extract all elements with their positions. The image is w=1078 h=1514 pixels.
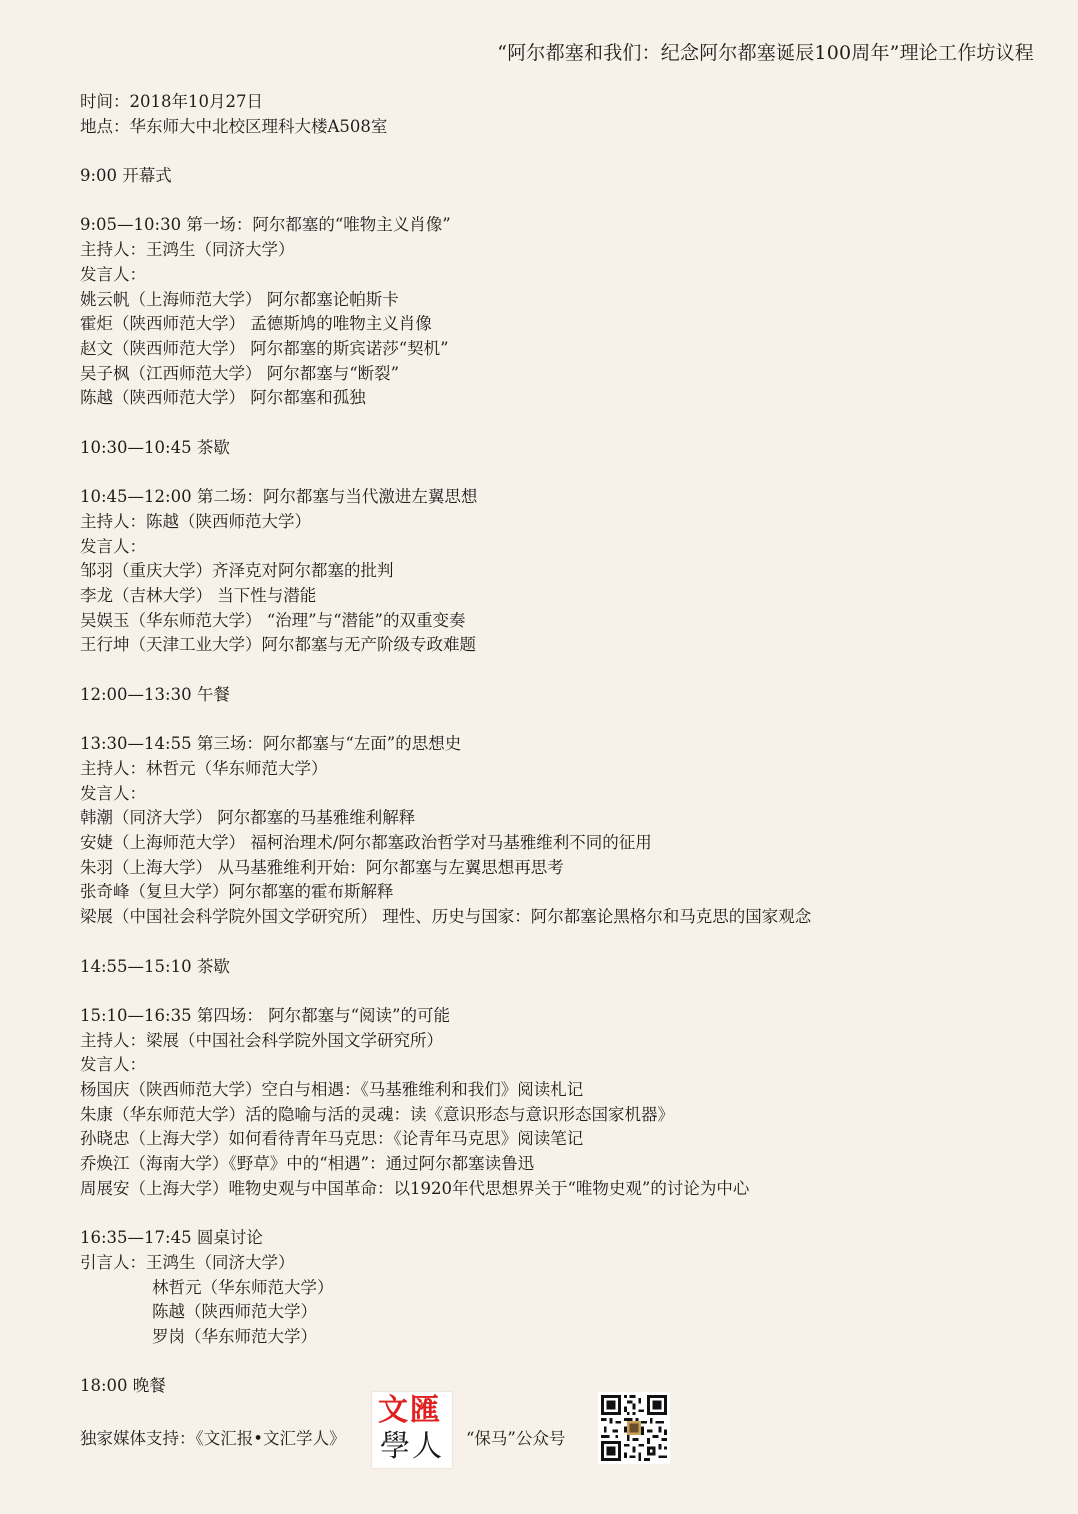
spacer: [80, 930, 1038, 955]
session1-speaker: 姚云帆（上海师范大学） 阿尔都塞论帕斯卡: [80, 289, 399, 309]
session2-title: 10:45—12:00 第二场：阿尔都塞与当代激进左翼思想: [80, 487, 478, 507]
opening-ceremony: 9:00 开幕式: [80, 166, 172, 186]
logo-text-bottom: 學人: [380, 1429, 444, 1464]
session1-title: 9:05—10:30 第一场：阿尔都塞的“唯物主义肖像”: [80, 215, 451, 235]
session2-speaker: 吴娱玉（华东师范大学） “治理”与“潜能”的双重变奏: [80, 610, 466, 630]
wechat-account-label: “保马”公众号: [466, 1429, 566, 1448]
qr-code-graphic: [598, 1392, 670, 1464]
spacer: [80, 411, 1038, 436]
session1-speaker: 霍炬（陕西师范大学） 孟德斯鸠的唯物主义肖像: [80, 314, 432, 334]
logo-text-top: 文匯: [378, 1393, 442, 1428]
spacer: [80, 979, 1038, 1004]
session4-speaker: 周展安（上海大学）唯物史观与中国革命：以1920年代思想界关于“唯物史观”的讨论为中心: [80, 1178, 750, 1198]
session2-speaker: 李龙（吉林大学） 当下性与潜能: [80, 586, 317, 605]
session2-speaker: 邹羽（重庆大学）齐泽克对阿尔都塞的批判: [80, 561, 394, 581]
session3-speaker: 张奇峰（复旦大学）阿尔都塞的霍布斯解释: [80, 882, 394, 902]
session1-host: 主持人：王鸿生（同济大学）: [80, 240, 295, 260]
lunch: 12:00—13:30 午餐: [80, 684, 230, 704]
spacer: [80, 708, 1038, 733]
page-title: “阿尔都塞和我们：纪念阿尔都塞诞辰100周年”理论工作坊议程: [497, 42, 1034, 64]
session2-host: 主持人：陈越（陕西师范大学）: [80, 511, 311, 531]
spacer: [80, 1202, 1038, 1227]
roundtable-introducer: 罗岗（华东师范大学）: [152, 1327, 317, 1347]
session3-speaker: 韩潮（同济大学） 阿尔都塞的马基雅维利解释: [80, 808, 416, 828]
session2-speakers-label: 发言人：: [80, 536, 146, 556]
tea-break-2: 14:55—15:10 茶歇: [80, 956, 230, 976]
spacer: [80, 461, 1038, 486]
roundtable-title: 16:35—17:45 圆桌讨论: [80, 1228, 263, 1248]
dinner: 18:00 晚餐: [80, 1376, 166, 1396]
session2-speaker: 王行坤（天津工业大学）阿尔都塞与无产阶级专政难题: [80, 635, 476, 655]
session3-speakers-label: 发言人：: [80, 783, 146, 803]
spacer: [80, 1350, 1038, 1375]
session3-speaker: 安婕（上海师范大学） 福柯治理术/阿尔都塞政治哲学对马基雅维利不同的征用: [80, 833, 652, 852]
session3-speaker: 朱羽（上海大学） 从马基雅维利开始：阿尔都塞与左翼思想再思考: [80, 857, 564, 877]
session4-speaker: 朱康（华东师范大学）活的隐喻与活的灵魂：读《意识形态与意识形态国家机器》: [80, 1104, 674, 1124]
spacer: [80, 658, 1038, 683]
wenhui-xueren-logo: [372, 1392, 452, 1468]
session1-speaker: 赵文（陕西师范大学） 阿尔都塞的斯宾诺莎“契机”: [80, 339, 449, 358]
session1-speaker: 吴子枫（江西师范大学） 阿尔都塞与“断裂”: [80, 363, 400, 383]
agenda-body: [80, 90, 1038, 1399]
media-support: [80, 1392, 680, 1472]
session4-speaker: 杨国庆（陕西师范大学）空白与相遇：《马基雅维利和我们》阅读札记: [80, 1080, 584, 1099]
qr-code-icon: [598, 1392, 670, 1464]
session4-title: 15:10—16:35 第四场： 阿尔都塞与“阅读”的可能: [80, 1005, 450, 1025]
session4-speakers-label: 发言人：: [80, 1055, 146, 1075]
session3-host: 主持人：林哲元（华东师范大学）: [80, 758, 328, 778]
session3-speaker: 梁展（中国社会科学院外国文学研究所） 理性、历史与国家：阿尔都塞论黑格尔和马克思的国家观念: [80, 907, 812, 927]
session4-speaker: 孙晓忠（上海大学）如何看待青年马克思：《论青年马克思》阅读笔记: [80, 1129, 584, 1149]
session4-speaker: 乔焕江（海南大学）《野草》中的“相遇”：通过阿尔都塞读鲁迅: [80, 1154, 535, 1174]
tea-break-1: 10:30—10:45 茶歇: [80, 437, 230, 457]
spacer: [80, 139, 1038, 164]
roundtable-introducer: 陈越（陕西师范大学）: [152, 1302, 317, 1322]
event-time: 时间：2018年10月27日: [80, 92, 263, 111]
roundtable-introducer: 林哲元（华东师范大学）: [152, 1277, 334, 1297]
session1-speaker: 陈越（陕西师范大学） 阿尔都塞和孤独: [80, 388, 366, 408]
session3-title: 13:30—14:55 第三场：阿尔都塞与“左面”的思想史: [80, 734, 462, 754]
roundtable-introducer: 引言人：王鸿生（同济大学）: [80, 1252, 295, 1272]
session1-speakers-label: 发言人：: [80, 264, 146, 284]
media-support-label: 独家媒体支持：《文汇报•文汇学人》: [80, 1429, 346, 1448]
session4-host: 主持人：梁展（中国社会科学院外国文学研究所）: [80, 1030, 443, 1050]
spacer: [80, 189, 1038, 214]
event-location: 地点：华东师大中北校区理科大楼A508室: [80, 116, 388, 136]
